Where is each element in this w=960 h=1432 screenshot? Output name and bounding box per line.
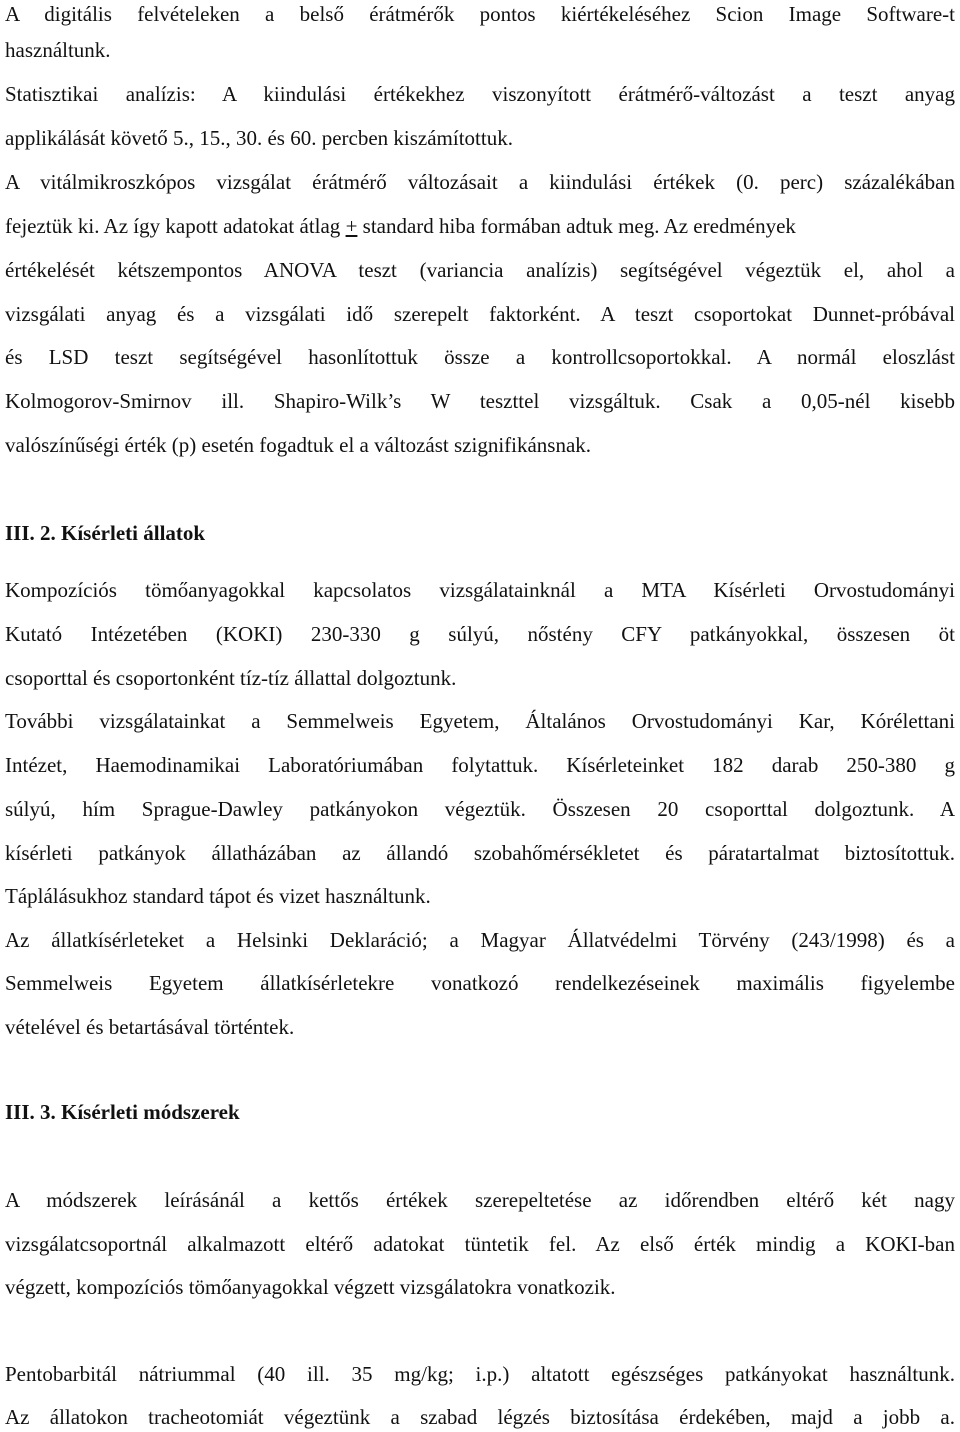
text-line <box>5 212 955 240</box>
text-line: Semmelweis Egyetem állatkísérletekre vonatkozó rendelkezéseinek maximális figyelembe <box>5 971 955 995</box>
text-line: vételével és betartásával történtek. <box>5 1015 295 1039</box>
text-line: Pentobarbitál nátriummal (40 ill. 35 mg/kg; i.p.) altatott egészséges patkányokat használtunk. <box>5 1362 955 1386</box>
text-line: használtunk. <box>5 38 111 62</box>
text-segment: standard hiba formában adtuk meg. Az eredmények <box>357 214 796 238</box>
text-line: súlyú, hím Sprague-Dawley patkányokon végeztük. Összesen 20 csoporttal dolgoztunk. A <box>5 797 955 821</box>
text-line: Kutató Intézetében (KOKI) 230-330 g súlyú, nőstény CFY patkányokkal, összesen öt <box>5 622 955 646</box>
plus-minus-sign: + <box>345 214 358 238</box>
text-line: applikálását követő 5., 15., 30. és 60. percben kiszámítottuk. <box>5 126 513 150</box>
text-line: végzett, kompozíciós tömőanyagokkal végzett vizsgálatokra vonatkozik. <box>5 1275 616 1299</box>
text-line: Statisztikai analízis: A kiindulási értékekhez viszonyított érátmérő-változást a teszt anyag <box>5 82 955 106</box>
text-line: Intézet, Haemodinamikai Laboratóriumában folytattuk. Kísérleteinket 182 darab 250-380 g <box>5 753 955 777</box>
text-line: A módszerek leírásánál a kettős értékek szerepeltetése az időrendben eltérő két nagy <box>5 1188 955 1212</box>
text-line: Kompozíciós tömőanyagokkal kapcsolatos vizsgálatainknál a MTA Kísérleti Orvostudományi <box>5 578 955 602</box>
text-line: kísérleti patkányok állatházában az állandó szobahőmérsékletet és páratartalmat biztosítottuk. <box>5 841 955 865</box>
text-line: értékelését kétszempontos ANOVA teszt (variancia analízis) segítségével végeztük el, ahol a <box>5 258 955 282</box>
section-heading: III. 2. Kísérleti állatok <box>5 521 206 545</box>
text-line: Táplálásukhoz standard tápot és vizet használtunk. <box>5 884 431 908</box>
text-line: Az állatkísérleteket a Helsinki Deklaráció; a Magyar Állatvédelmi Törvény (243/1998) és a <box>5 928 955 952</box>
text-line: A digitális felvételeken a belső érátmérők pontos kiértékeléséhez Scion Image Software-t <box>5 2 955 26</box>
text-line: Az állatokon tracheotomiát végeztünk a szabad légzés biztosítása érdekében, majd a jobb a. <box>5 1405 955 1429</box>
text-segment: fejeztük ki. Az így kapott adatokat átlag <box>5 214 346 238</box>
text-line: csoporttal és csoportonként tíz-tíz állattal dolgoztunk. <box>5 666 457 690</box>
text-line: és LSD teszt segítségével hasonlítottuk össze a kontrollcsoportokkal. A normál eloszlást <box>5 345 955 369</box>
text-line: Kolmogorov-Smirnov ill. Shapiro-Wilk’s W teszttel vizsgáltuk. Csak a 0,05-nél kisebb <box>5 389 955 413</box>
text-line: A vitálmikroszkópos vizsgálat érátmérő változásait a kiindulási értékek (0. perc) százalékában <box>5 170 955 194</box>
text-line: vizsgálati anyag és a vizsgálati idő szerepelt faktorként. A teszt csoportokat Dunnet-próbával <box>5 302 955 326</box>
section-heading: III. 3. Kísérleti módszerek <box>5 1100 240 1124</box>
text-line: vizsgálatcsoportnál alkalmazott eltérő adatokat tüntetik fel. Az első érték mindig a KOKI-ban <box>5 1232 955 1256</box>
text-line: További vizsgálatainkat a Semmelweis Egyetem, Általános Orvostudományi Kar, Kórélettani <box>5 709 955 733</box>
text-line: valószínűségi érték (p) esetén fogadtuk el a változást szignifikánsnak. <box>5 433 592 457</box>
